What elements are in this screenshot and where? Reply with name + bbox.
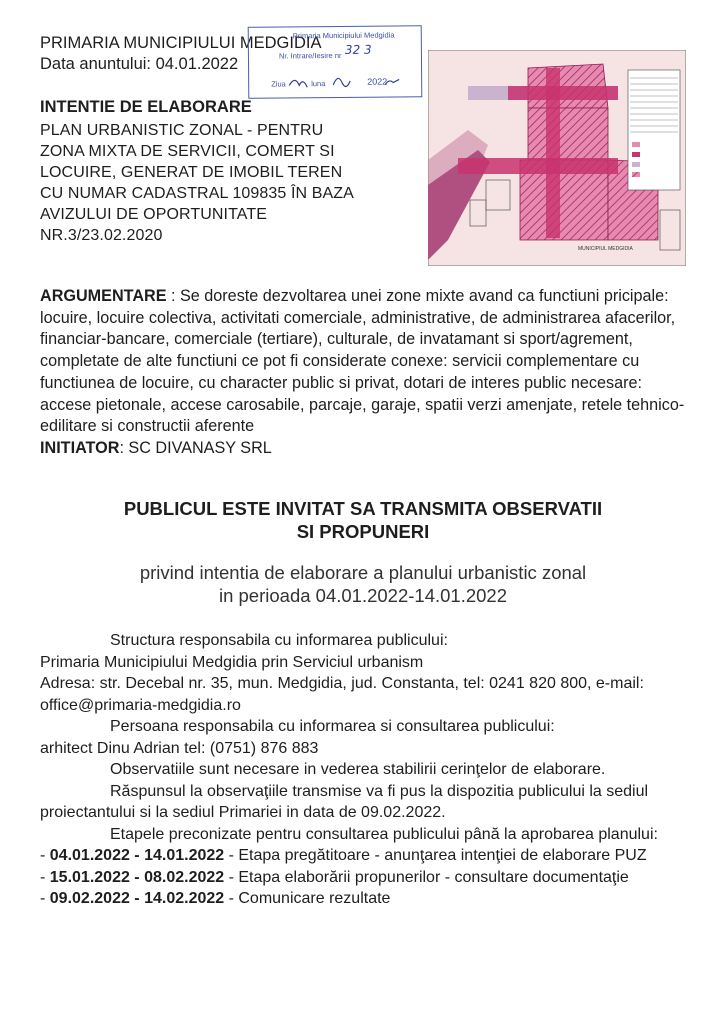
plan-line: CU NUMAR CADASTRAL 109835 ÎN BAZA xyxy=(40,185,354,202)
stamp-line-1: Primaria Municipiului Medgidia xyxy=(292,30,395,41)
intent-title: INTENTIE DE ELABORARE xyxy=(40,98,252,116)
institution-name: PRIMARIA MUNICIPIULUI MEDGIDIA xyxy=(40,34,322,52)
observations: Observatiile sunt necesare in vederea stabilirii cerinţelor de elaborare. xyxy=(110,761,606,778)
person-name: arhitect Dinu Adrian tel: (0751) 876 883 xyxy=(40,739,319,757)
announcement-date: Data anuntului: 04.01.2022 xyxy=(40,55,239,73)
argument-label: ARGUMENTARE xyxy=(40,287,167,305)
initiator-value: : SC DIVANASY SRL xyxy=(119,438,272,457)
invitation-period xyxy=(20,561,706,607)
plan-line: ZONA MIXTA DE SERVICII, COMERT SI xyxy=(40,143,335,160)
stage-desc: - Etapa pregătitoare - anunţarea intenţiei de elaborare PUZ xyxy=(224,847,647,864)
plan-line: PLAN URBANISTIC ZONAL - PENTRU xyxy=(40,122,324,139)
stage-dates: 15.01.2022 - 08.02.2022 xyxy=(49,868,225,886)
stamp-line-2: Nr. Intrare/Iesire nr xyxy=(278,50,342,61)
stages-intro: Etapele preconizate pentru consultarea publicului până la aprobarea planului: xyxy=(110,825,658,843)
public-invitation xyxy=(20,497,706,543)
initiator-label: INITIATOR xyxy=(40,438,120,457)
site-plan-map xyxy=(428,50,686,266)
stamp-handwriting xyxy=(249,26,422,97)
invite-line: SI PROPUNERI xyxy=(296,521,430,542)
stamp-year: 2022 xyxy=(367,76,388,87)
stage-desc: - Comunicare rezultate xyxy=(224,890,391,907)
stage-desc: - Etapa elaborării propunerilor - consultare documentaţie xyxy=(224,868,629,886)
info-body xyxy=(40,630,690,910)
response-info: Răspunsul la observaţiile transmise va fi pus la dispozitia publicului la sediul proiectantului si la sediul Primariei in data de 09.02.2022. xyxy=(40,782,649,821)
plan-line: LOCUIRE, GENERAT DE IMOBIL TEREN xyxy=(40,164,343,181)
plan-line: NR.3/23.02.2020 xyxy=(40,227,163,244)
person-label: Persoana responsabila cu informarea si consultarea publicului: xyxy=(110,718,555,735)
stage-item: - 04.01.2022 - 14.01.2022 - Etapa pregătitoare - anunţarea intenţiei de elaborare PUZ xyxy=(40,847,647,864)
stamp-number: 32 3 xyxy=(344,42,372,57)
invite-line: PUBLICUL ESTE INVITAT SA TRANSMITA OBSERVATII xyxy=(123,498,603,519)
plan-description xyxy=(40,120,410,246)
sub-line: in perioada 04.01.2022-14.01.2022 xyxy=(218,585,508,606)
stamp-day-label: Ziua xyxy=(271,79,286,89)
stage-item: - 15.01.2022 - 08.02.2022 - Etapa elaborării propunerilor - consultare documentaţie xyxy=(40,868,629,886)
argument-text: : Se doreste dezvoltarea unei zone mixte avand ca functiuni pricipale: locuire, locuire colectiva, activitati comerciale, administrative, de administrarea afacerilor, financiar-bancare, comerciale (tertiare), culturale, de invatamant si sport/agrement, completate de alte functiuni ce pot fi considerate conexe: servicii complementare cu functiunea de locuire, cu character public si privat, dotari de interes public necesare: accese pietonale, accese carosabile, parcaje, garaje, spatii verzi amenjate, retele tehnico-edilitare si constructii aferente xyxy=(40,287,685,436)
stage-dates: 04.01.2022 - 14.01.2022 xyxy=(49,847,225,864)
sub-line: privind intentia de elaborare a planului urbanistic zonal xyxy=(139,562,587,583)
structure-label: Structura responsabila cu informarea publicului: xyxy=(110,632,448,649)
plan-line: AVIZULUI DE OPORTUNITATE xyxy=(40,206,268,223)
registration-stamp xyxy=(248,25,423,99)
stage-dates: 09.02.2022 - 14.02.2022 xyxy=(49,890,225,907)
argument-block xyxy=(40,286,690,460)
stamp-month-label: luna xyxy=(311,79,326,89)
map-label: MUNICIPIUL MEDGIDIA xyxy=(578,246,633,252)
stage-item: - 09.02.2022 - 14.02.2022 - Comunicare rezultate xyxy=(40,890,391,907)
address: Adresa: str. Decebal nr. 35, mun. Medgidia, jud. Constanta, tel: 0241 820 800, e-mail: office@primaria-medgidia.ro xyxy=(40,675,644,714)
structure-name: Primaria Municipiului Medgidia prin Serviciul urbanism xyxy=(40,653,424,671)
